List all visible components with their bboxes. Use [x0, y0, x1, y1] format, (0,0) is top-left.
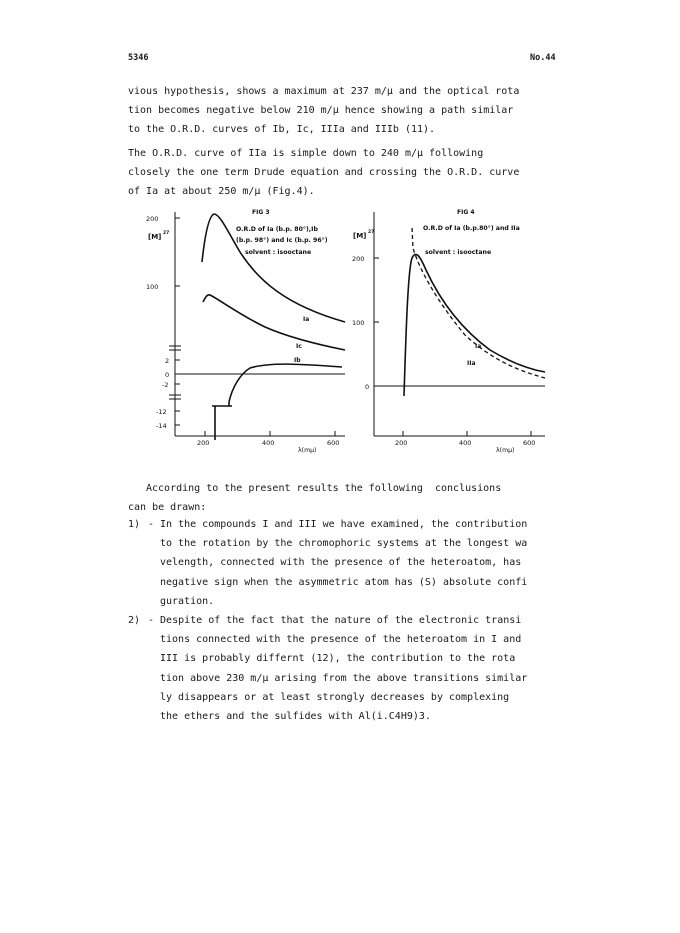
text-line: guration.: [160, 595, 215, 607]
text-line: to the rotation by the chromophoric systems at the longest wa: [160, 538, 528, 550]
text-line: tions connected with the presence of the heteroatom in I and: [160, 634, 522, 646]
fig3-title: FIG 3: [252, 209, 270, 216]
fig4-xtick: 200: [395, 439, 408, 447]
fig4-title: FIG 4: [457, 209, 475, 216]
text-line: ly disappears or at least strongly decreases by complexing: [160, 691, 510, 703]
issue-number: No.44: [530, 53, 556, 63]
page-number: 5346: [128, 53, 149, 63]
fig3-ytick: 0: [165, 371, 170, 379]
fig3-xlabel: λ(mμ): [298, 447, 317, 454]
fig3-ylabel-sup: 27: [163, 231, 170, 236]
text-line: tion becomes negative below 210 m/μ hence showing a path similar: [128, 105, 514, 117]
fig3-curve-ic: [203, 295, 345, 350]
text-line: According to the present results the following conclusions: [146, 483, 502, 494]
fig4-ylabel-sup: 27: [368, 230, 375, 235]
fig3-curve-label: Ib: [294, 357, 301, 364]
fig3-xtick: 400: [262, 439, 275, 447]
text-line: - Despite of the fact that the nature of the electronic transi: [148, 615, 522, 626]
fig3-xtick: 600: [327, 439, 340, 447]
fig3-legend-line: solvent : isooctane: [245, 249, 312, 256]
text-line: closely the one term Drude equation and crossing the O.R.D. curve: [128, 166, 520, 178]
fig3-curve-label: Ia: [303, 316, 310, 323]
text-line: III is probably differnt (12), the contribution to the rota: [160, 653, 516, 665]
fig3-xtick: 200: [197, 439, 210, 447]
fig4-xtick: 400: [459, 439, 472, 447]
fig4-ytick: 200: [352, 255, 365, 263]
fig4-curve-label: IIa: [467, 360, 476, 367]
text-line: The O.R.D. curve of IIa is simple down to 240 m/μ following: [128, 147, 484, 159]
fig3-curve-ib-lower: [212, 402, 232, 440]
fig3-curve-label: Ic: [296, 343, 302, 350]
text-line: negative sign when the asymmetric atom has (S) absolute confi: [160, 576, 528, 588]
text-line: the ethers and the sulfides with Al(i.C4H9)3.: [160, 711, 431, 723]
text-line: vious hypothesis, shows a maximum at 237 m/μ and the optical rota: [128, 86, 520, 97]
text-line: velength, connected with the presence of the heteroatom, has: [160, 557, 522, 569]
fig3-ytick: -2: [162, 381, 169, 389]
fig3-curve-ib: [229, 364, 342, 402]
text-line: can be drawn:: [128, 502, 207, 514]
conclusion-number: 2): [128, 615, 141, 626]
fig4-legend-line: O.R.D of Ia (b.p.80°) and IIa: [423, 225, 520, 232]
fig3-legend-line: O.R.D of Ia (b.p. 80°),Ib: [236, 226, 318, 233]
fig3-ylabel: [M]: [148, 233, 162, 241]
text-line: - In the compounds I and III we have examined, the contribution: [148, 519, 528, 530]
conclusion-number: 1): [128, 519, 141, 530]
fig3-ytick: 2: [165, 357, 170, 365]
fig4-axes: [374, 212, 545, 436]
fig3-ytick: 100: [146, 283, 159, 291]
conclusions-intro: [128, 479, 568, 517]
text-line: of Ia at about 250 m/μ (Fig.4).: [128, 186, 315, 198]
text-line: to the O.R.D. curves of Ib, Ic, IIIa and IIIb (11).: [128, 124, 436, 136]
fig4-ylabel: [M]: [353, 232, 367, 240]
fig3-axes: [169, 212, 345, 436]
fig3-legend-line: (b.p. 98°) and Ic (b.p. 96°): [236, 237, 328, 244]
fig3-ytick: -12: [156, 408, 167, 416]
fig4-xlabel: λ(mμ): [496, 447, 515, 454]
fig4-curve-label: Ia: [475, 343, 482, 350]
fig4-ytick: 100: [352, 319, 365, 327]
fig4-xtick: 600: [523, 439, 536, 447]
fig4-ytick: 0: [365, 383, 370, 391]
fig3-ytick: -14: [156, 422, 167, 430]
fig4-legend-line: solvent : isooctane: [425, 249, 492, 256]
text-line: tion above 230 m/μ arising from the above transitions similar: [160, 672, 528, 684]
fig3-ytick: 200: [146, 215, 159, 223]
